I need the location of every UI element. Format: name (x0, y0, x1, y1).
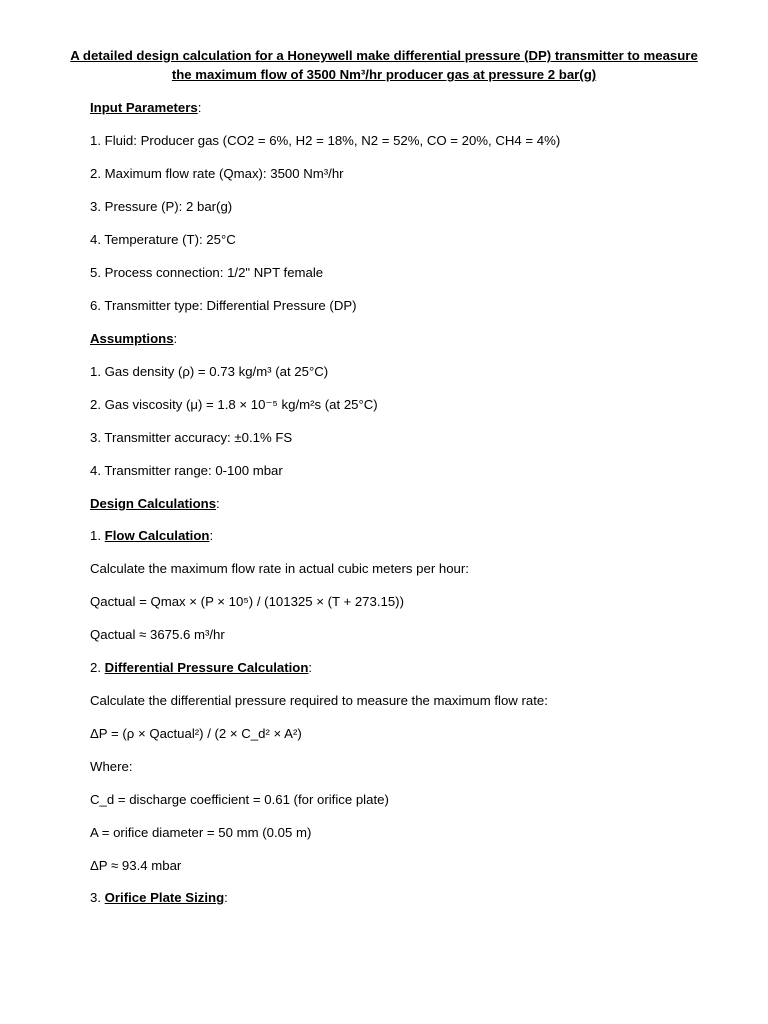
assumption-3: 3. Transmitter accuracy: ±0.1% FS (90, 430, 293, 445)
design-calculations-heading: Design Calculations (90, 496, 217, 511)
dp-where: Where: (90, 759, 133, 774)
dp-calculation-heading-line: 2. Differential Pressure Calculation: (90, 660, 313, 675)
flow-line-1: Calculate the maximum flow rate in actual cubic meters per hour: (90, 561, 469, 576)
dp-line-1: Calculate the differential pressure required to measure the maximum flow rate: (90, 693, 548, 708)
input-param-5: 5. Process connection: 1/2" NPT female (90, 265, 324, 280)
flow-formula: Qactual = Qmax × (P × 10⁵) / (101325 × (T + 273.15)) (90, 594, 404, 609)
design-calculations-heading-line: Design Calculations: (90, 496, 220, 511)
assumption-2: 2. Gas viscosity (μ) = 1.8 × 10⁻⁵ kg/m²s (at 25°C) (90, 397, 378, 412)
flow-result: Qactual ≈ 3675.6 m³/hr (90, 627, 225, 642)
dp-result: ΔP ≈ 93.4 mbar (90, 858, 182, 873)
input-param-3: 3. Pressure (P): 2 bar(g) (90, 199, 233, 214)
flow-calculation-heading-line: 1. Flow Calculation: (90, 528, 214, 543)
dp-cd: C_d = discharge coefficient = 0.61 (for orifice plate) (90, 792, 389, 807)
input-parameters-heading: Input Parameters (90, 100, 198, 115)
assumption-1: 1. Gas density (ρ) = 0.73 kg/m³ (at 25°C) (90, 364, 329, 379)
title-line-1: A detailed design calculation for a Honeywell make differential pressure (DP) transmitter to measure (70, 48, 698, 63)
dp-formula: ΔP = (ρ × Qactual²) / (2 × C_d² × A²) (90, 726, 302, 741)
flow-calculation-heading: Flow Calculation (104, 528, 210, 543)
assumptions-heading-line: Assumptions: (90, 331, 178, 346)
input-param-1: 1. Fluid: Producer gas (CO2 = 6%, H2 = 18%, N2 = 52%, CO = 20%, CH4 = 4%) (90, 133, 561, 148)
input-param-6: 6. Transmitter type: Differential Pressure (DP) (90, 298, 357, 313)
input-parameters-heading-line: Input Parameters: (90, 100, 202, 115)
assumptions-heading: Assumptions (90, 331, 174, 346)
orifice-sizing-heading-line: 3. Orifice Plate Sizing: (90, 890, 228, 905)
title-line-2: the maximum flow of 3500 Nm³/hr producer gas at pressure 2 bar(g) (171, 67, 597, 82)
dp-calculation-heading: Differential Pressure Calculation (104, 660, 309, 675)
document-title (60, 46, 708, 84)
input-param-2: 2. Maximum flow rate (Qmax): 3500 Nm³/hr (90, 166, 344, 181)
dp-area: A = orifice diameter = 50 mm (0.05 m) (90, 825, 312, 840)
input-param-4: 4. Temperature (T): 25°C (90, 232, 236, 247)
assumption-4: 4. Transmitter range: 0-100 mbar (90, 463, 283, 478)
orifice-sizing-heading: Orifice Plate Sizing (104, 890, 225, 905)
